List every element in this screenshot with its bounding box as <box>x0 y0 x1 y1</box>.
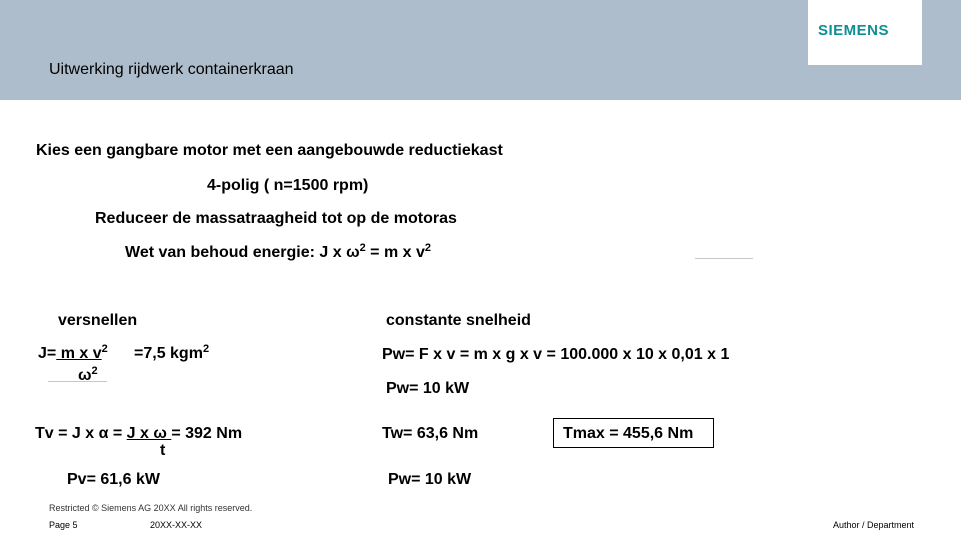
inertia-result-sup: 2 <box>202 343 210 355</box>
power-formula: Pw= F x v = m x g x v = 100.000 x 10 x 0,01 x 1 <box>382 346 730 363</box>
energy-law-text: Wet van behoud energie: J x ω <box>125 244 360 261</box>
siemens-logo: SIEMENS <box>818 22 890 39</box>
inertia-prefix: J= <box>38 345 57 362</box>
intro-line-3: Reduceer de massatraagheid tot op de motoras <box>95 210 457 227</box>
footer-author: Author / Department <box>833 520 915 530</box>
energy-law-mid: = m x v <box>365 244 425 261</box>
page-title: Uitwerking rijdwerk containerkraan <box>49 61 294 78</box>
right-heading: constante snelheid <box>386 312 531 329</box>
tmax-value: Tmax = 455,6 Nm <box>563 425 694 442</box>
torque-accel-denominator: t <box>160 442 166 459</box>
left-heading: versnellen <box>58 312 138 329</box>
torque-accel-formula <box>35 425 242 443</box>
footer-page: Page 5 <box>49 520 78 530</box>
inertia-numerator: m x v <box>56 345 102 362</box>
torque-constant: Tw= 63,6 Nm <box>382 425 479 442</box>
decorative-line <box>695 258 753 259</box>
torque-accel-numerator: J x ω <box>126 425 172 442</box>
intro-line-1: Kies een gangbare motor met een aangebouwde reductiekast <box>36 142 503 159</box>
inertia-denominator-sup: 2 <box>91 365 98 377</box>
energy-law-line <box>125 244 431 262</box>
inertia-result-value: =7,5 kgm <box>134 345 203 362</box>
intro-line-2: 4-polig ( n=1500 rpm) <box>207 177 369 194</box>
power-accel: Pv= 61,6 kW <box>67 471 160 488</box>
footer-restricted: Restricted © Siemens AG 20XX All rights reserved. <box>49 503 253 513</box>
torque-accel-prefix: Tv = J x α = <box>35 425 127 442</box>
inertia-formula <box>38 345 108 363</box>
energy-law-sup-1: 2 <box>359 242 366 254</box>
footer-date: 20XX-XX-XX <box>150 520 203 530</box>
inertia-numerator-sup: 2 <box>101 343 108 355</box>
inertia-denominator <box>78 367 98 385</box>
power-constant-1: Pw= 10 kW <box>386 380 470 397</box>
power-constant-2: Pw= 10 kW <box>388 471 472 488</box>
inertia-result <box>134 345 209 363</box>
energy-law-sup-2: 2 <box>424 242 432 254</box>
inertia-denominator-base: ω <box>78 367 92 384</box>
torque-accel-suffix: = 392 Nm <box>171 425 243 442</box>
